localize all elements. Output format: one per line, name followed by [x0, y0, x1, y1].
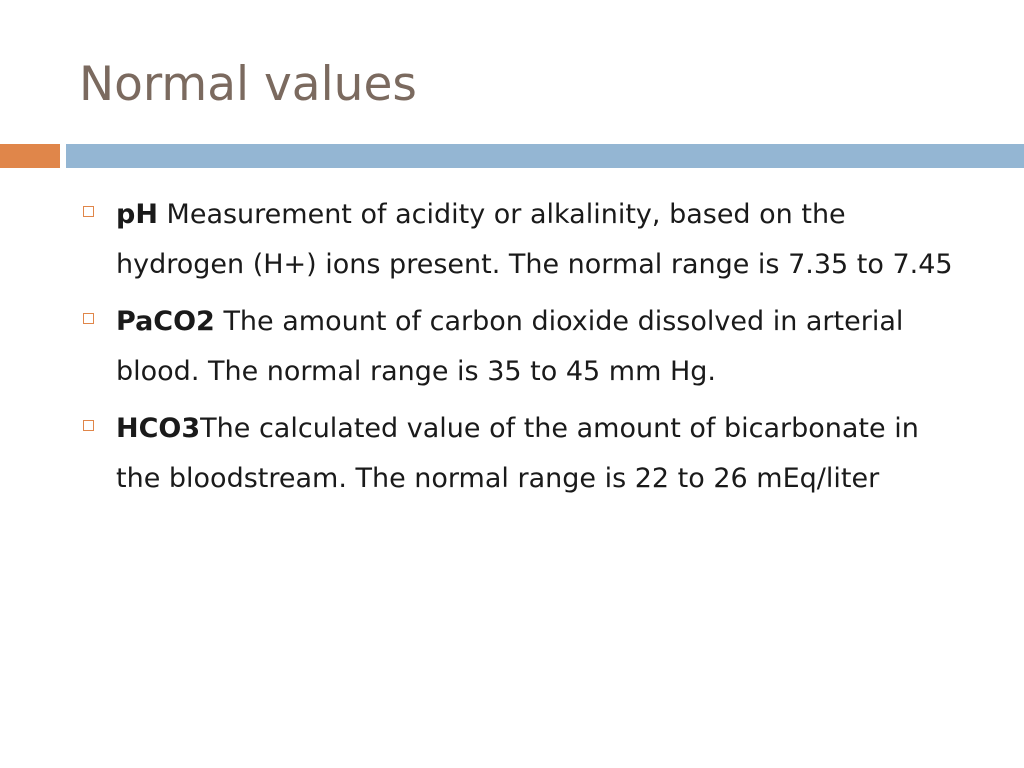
- bullet-item-hco3: [80, 404, 970, 504]
- title-accent-bar-orange: [0, 144, 60, 168]
- bullet-text: [116, 190, 970, 290]
- hollow-square-icon: [83, 313, 94, 324]
- slide-title: Normal values: [79, 57, 417, 112]
- bullet-marker: [80, 404, 116, 454]
- bullet-term: pH: [116, 199, 158, 230]
- bullet-list: [80, 190, 970, 511]
- bullet-text: [116, 404, 970, 504]
- bullet-separator: [158, 199, 167, 230]
- bullet-description: The calculated value of the amount of bicarbonate in the bloodstream. The normal range is 22 to 26 mEq/liter: [116, 413, 919, 494]
- bullet-text: [116, 297, 970, 397]
- hollow-square-icon: [83, 206, 94, 217]
- title-accent-bar-blue: [66, 144, 1024, 168]
- bullet-term: PaCO2: [116, 306, 215, 337]
- bullet-term: HCO3: [116, 413, 201, 444]
- bullet-description: The amount of carbon dioxide dissolved in arterial blood. The normal range is 35 to 45 mm Hg.: [116, 306, 904, 387]
- bullet-description: Measurement of acidity or alkalinity, based on the hydrogen (H+) ions present. The normal range is 7.35 to 7.45: [116, 199, 953, 280]
- bullet-marker: [80, 297, 116, 347]
- bullet-item-paco2: [80, 297, 970, 397]
- bullet-marker: [80, 190, 116, 240]
- hollow-square-icon: [83, 420, 94, 431]
- bullet-item-ph: [80, 190, 970, 290]
